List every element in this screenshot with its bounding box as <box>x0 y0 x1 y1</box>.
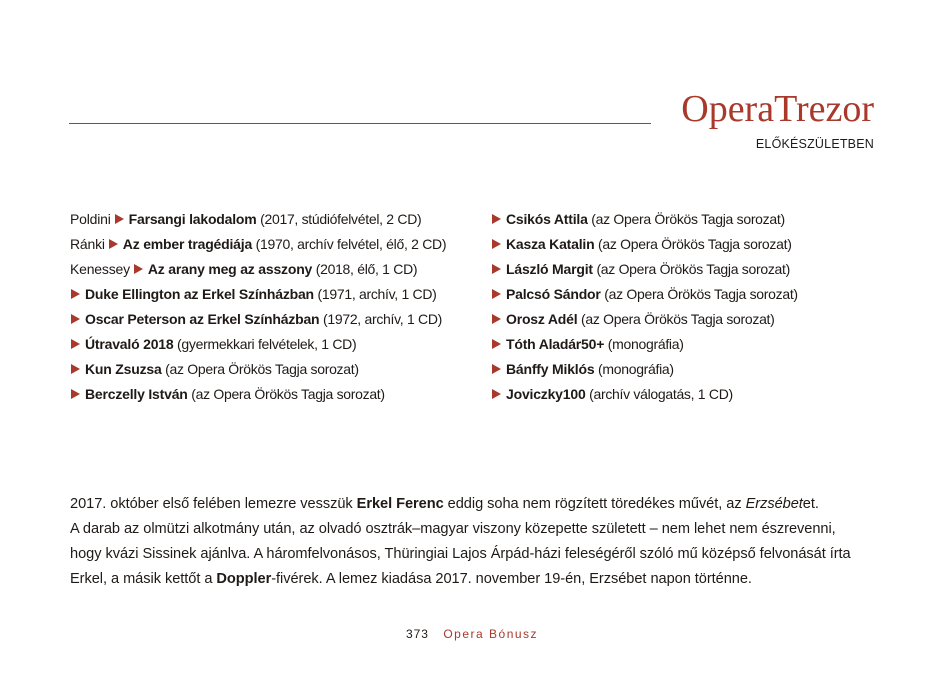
item-title: Tóth Aladár50+ <box>506 336 605 352</box>
item-title: Kun Zsuzsa <box>85 361 162 377</box>
description-paragraph <box>70 492 880 592</box>
list-item <box>70 232 446 257</box>
paragraph-italic-text: Erzsébet <box>745 496 803 512</box>
triangle-bullet-icon <box>492 314 501 324</box>
triangle-bullet-icon <box>134 264 143 274</box>
item-note: (1972, archív, 1 CD) <box>319 311 443 327</box>
item-note: (1970, archív felvétel, élő, 2 CD) <box>252 236 447 252</box>
composer-name: Ránki <box>70 236 105 252</box>
list-item <box>491 357 798 382</box>
item-note: (archív válogatás, 1 CD) <box>585 386 733 402</box>
item-note: (az Opera Örökös Tagja sorozat) <box>594 236 792 252</box>
item-note: (az Opera Örökös Tagja sorozat) <box>592 261 790 277</box>
page-footer <box>0 627 944 641</box>
triangle-bullet-icon <box>71 289 80 299</box>
triangle-bullet-icon <box>492 339 501 349</box>
item-note: (az Opera Örökös Tagja sorozat) <box>187 386 385 402</box>
triangle-bullet-icon <box>115 214 124 224</box>
triangle-bullet-icon <box>71 389 80 399</box>
left-column-list <box>70 207 446 407</box>
list-item <box>491 332 798 357</box>
item-title: Berczelly István <box>85 386 188 402</box>
list-item <box>491 282 798 307</box>
paragraph-text: 2017. október első felében lemezre vesszük <box>70 496 357 512</box>
list-item <box>70 382 446 407</box>
triangle-bullet-icon <box>71 364 80 374</box>
item-title: László Margit <box>506 261 593 277</box>
triangle-bullet-icon <box>492 214 501 224</box>
list-item <box>70 282 446 307</box>
item-note: (az Opera Örökös Tagja sorozat) <box>577 311 775 327</box>
paragraph-bold-text: Erkel Ferenc <box>356 496 444 512</box>
item-title: Palcsó Sándor <box>506 286 601 302</box>
list-item <box>70 207 446 232</box>
page-number: 373 <box>405 627 429 641</box>
triangle-bullet-icon <box>71 339 80 349</box>
item-note: (az Opera Örökös Tagja sorozat) <box>587 211 785 227</box>
list-item <box>70 332 446 357</box>
item-note: (monográfia) <box>594 361 674 377</box>
triangle-bullet-icon <box>492 264 501 274</box>
list-item <box>70 257 446 282</box>
item-title: Az ember tragédiája <box>122 236 253 252</box>
item-title: Oscar Peterson az Erkel Színházban <box>85 311 320 327</box>
paragraph-line: A darab az olmützi alkotmány után, az olvadó osztrák–magyar viszony közepette született – nem lehet nem észrevenni, <box>70 521 836 537</box>
paragraph-line: hogy kvázi Sissinek ajánlva. A háromfelvonásos, Thüringiai Lajos Árpád-házi feleségéről szóló mű középső felvonását írta <box>70 546 851 562</box>
list-item <box>70 307 446 332</box>
publication-name: Opera Bónusz <box>443 627 539 641</box>
item-title: Bánffy Miklós <box>506 361 595 377</box>
item-title: Az arany meg az asszony <box>147 261 313 277</box>
paragraph-bold-text: Doppler <box>216 571 272 587</box>
item-title: Joviczky100 <box>506 386 586 402</box>
page-subtitle: ELŐKÉSZÜLETBEN <box>755 137 874 151</box>
item-note: (az Opera Örökös Tagja sorozat) <box>161 361 359 377</box>
triangle-bullet-icon <box>109 239 118 249</box>
paragraph-line <box>70 567 880 592</box>
page-title: OperaTrezor <box>681 88 874 130</box>
item-title: Csikós Attila <box>506 211 588 227</box>
triangle-bullet-icon <box>492 389 501 399</box>
triangle-bullet-icon <box>492 364 501 374</box>
list-item <box>491 307 798 332</box>
item-note: (2017, stúdiófelvétel, 2 CD) <box>256 211 422 227</box>
triangle-bullet-icon <box>492 239 501 249</box>
right-column-list <box>491 207 798 407</box>
item-note: (monográfia) <box>604 336 684 352</box>
triangle-bullet-icon <box>492 289 501 299</box>
item-title: Farsangi lakodalom <box>128 211 257 227</box>
item-note: (2018, élő, 1 CD) <box>312 261 418 277</box>
header-rule <box>69 123 651 124</box>
item-note: (gyermekkari felvételek, 1 CD) <box>173 336 357 352</box>
list-item <box>491 382 798 407</box>
list-item <box>491 232 798 257</box>
item-title: Duke Ellington az Erkel Színházban <box>85 286 314 302</box>
list-item <box>70 357 446 382</box>
item-title: Kasza Katalin <box>506 236 595 252</box>
paragraph-text: et. <box>802 496 819 512</box>
paragraph-text: eddig soha nem rögzített töredékes művét, az <box>443 496 746 512</box>
list-item <box>491 257 798 282</box>
list-item <box>491 207 798 232</box>
item-title: Orosz Adél <box>506 311 578 327</box>
item-title: Útravaló 2018 <box>85 336 174 352</box>
item-note: (1971, archív, 1 CD) <box>313 286 437 302</box>
item-note: (az Opera Örökös Tagja sorozat) <box>600 286 798 302</box>
composer-name: Poldini <box>70 211 111 227</box>
triangle-bullet-icon <box>71 314 80 324</box>
paragraph-text: -fivérek. A lemez kiadása 2017. november 19-én, Erzsébet napon történne. <box>271 571 752 587</box>
paragraph-text: Erkel, a másik kettőt a <box>70 571 217 587</box>
composer-name: Kenessey <box>70 261 130 277</box>
paragraph-line <box>70 492 880 517</box>
